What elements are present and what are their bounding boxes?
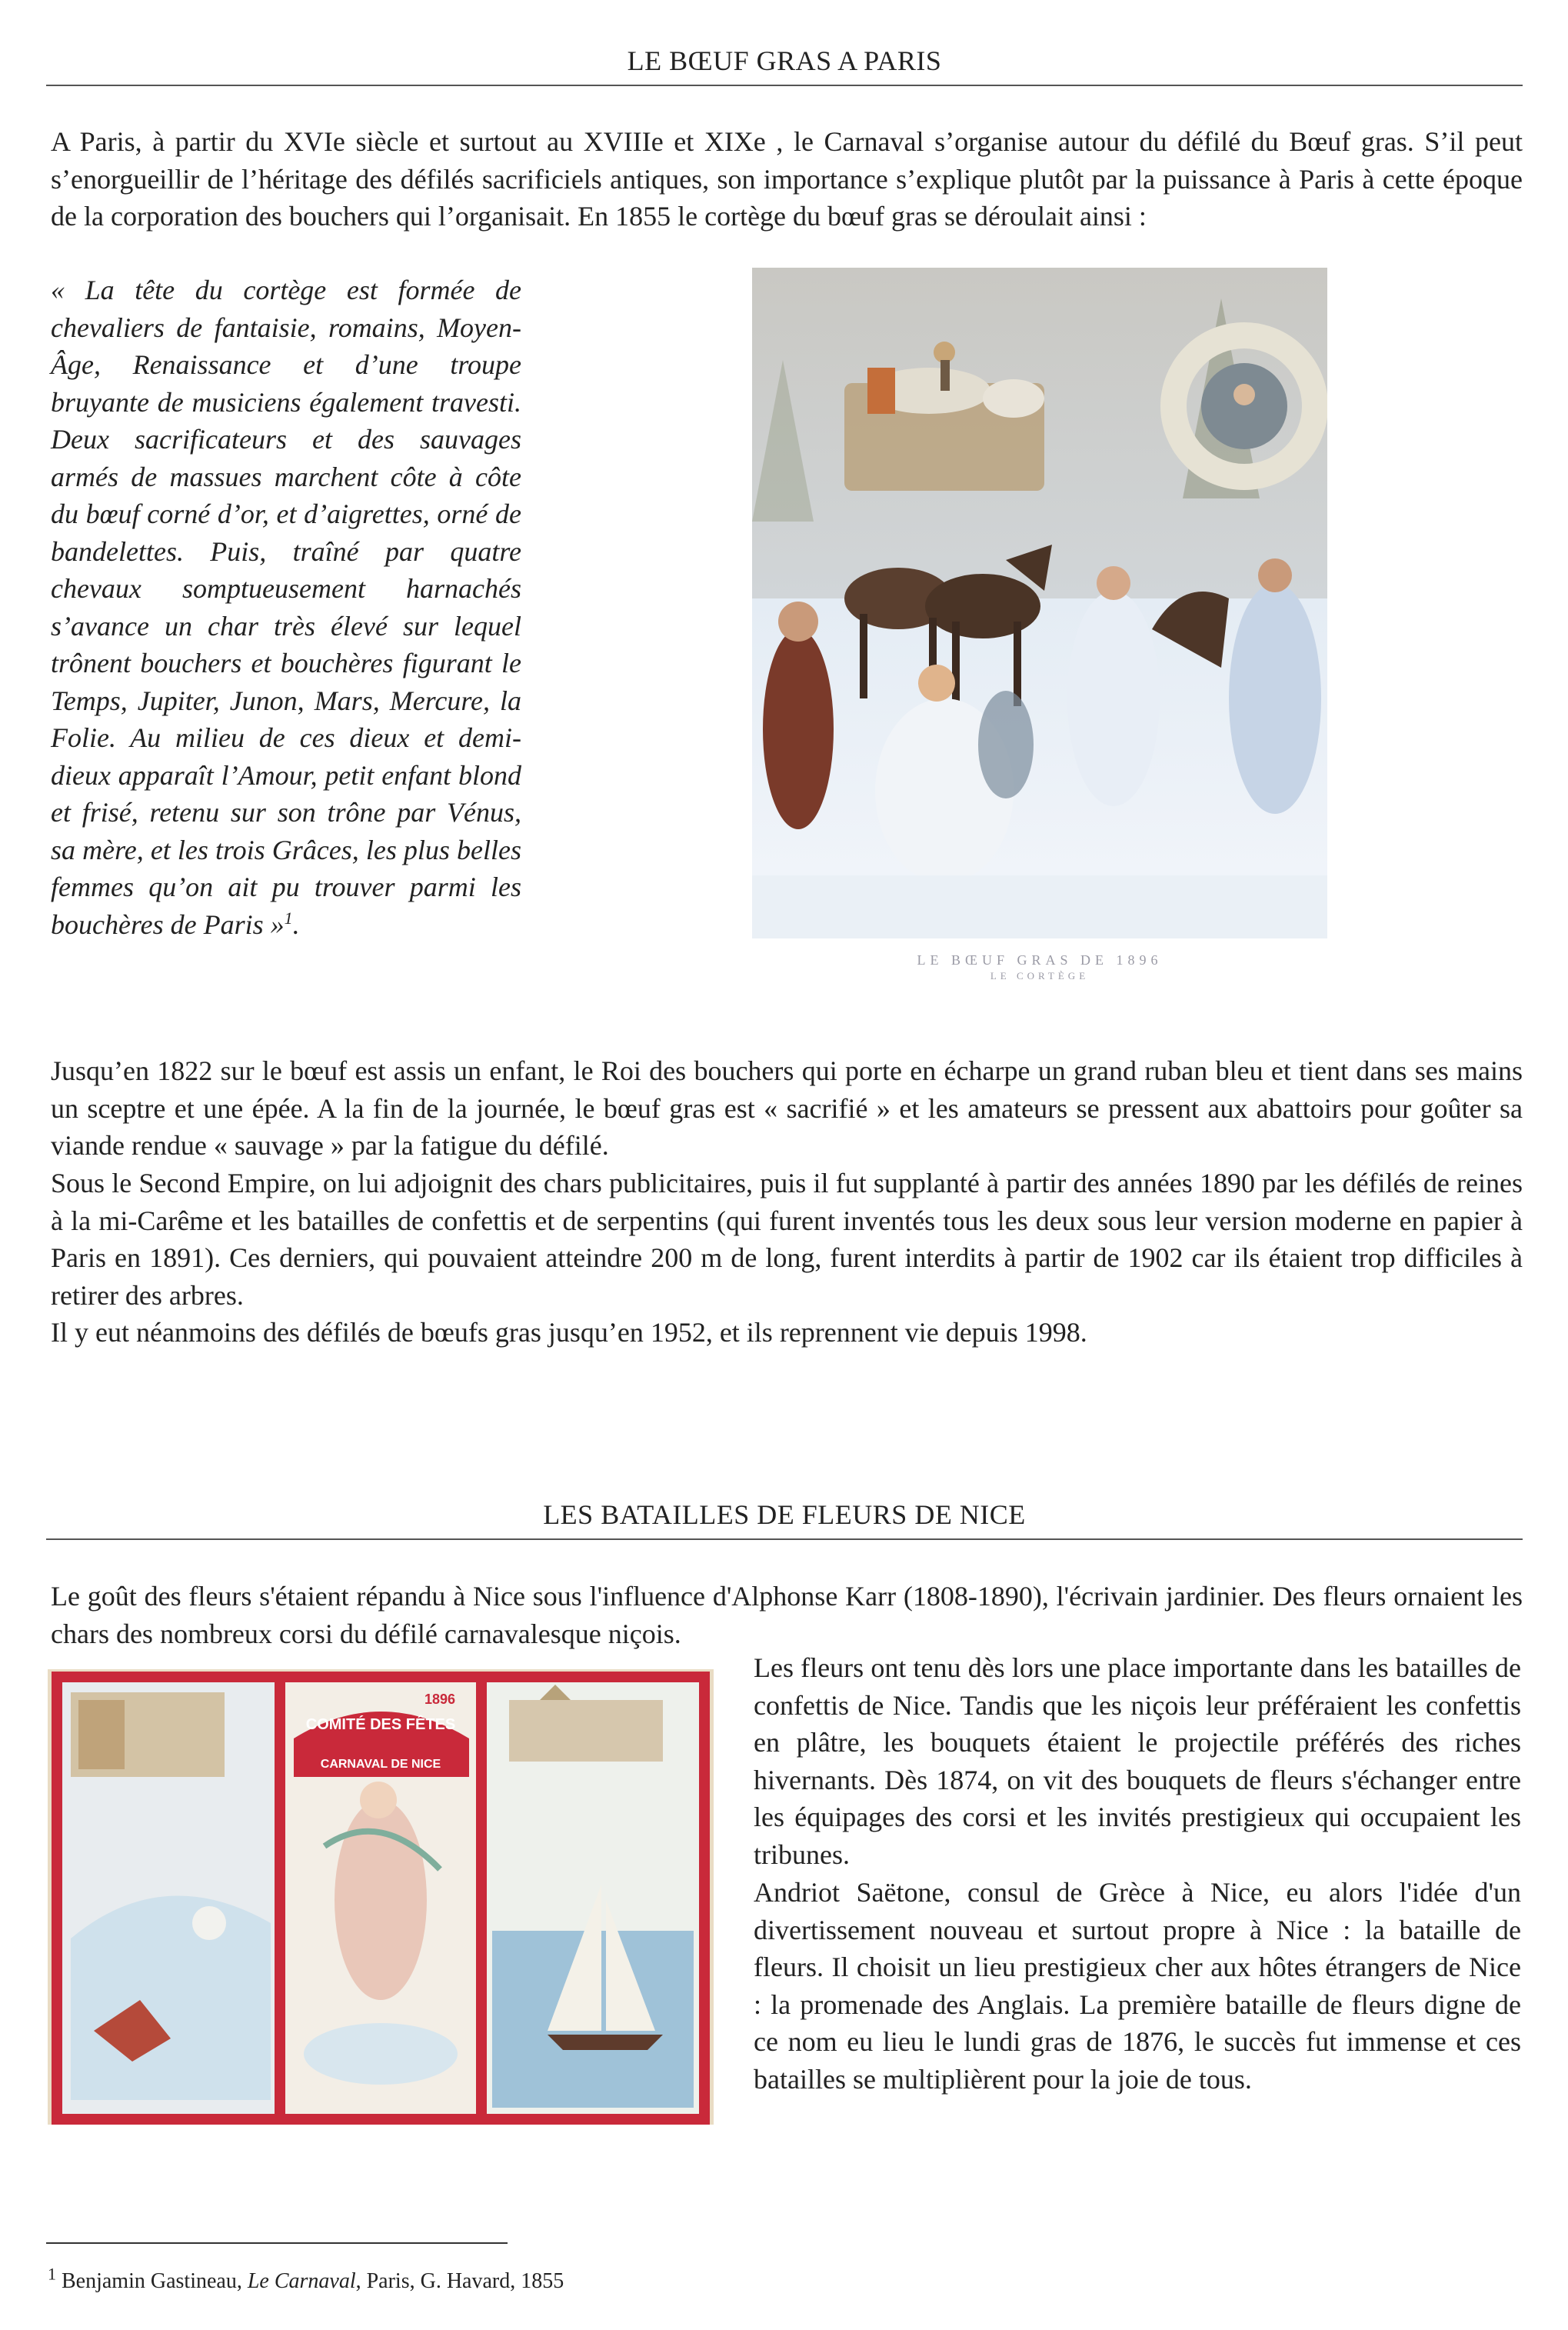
footnote-divider (46, 2242, 508, 2244)
paragraph-roi-des-bouchers: Jusqu’en 1822 sur le bœuf est assis un enfant, le Roi des bouchers qui porte en écharpe un grand ruban bleu et tient dans ses mains un sceptre et une épée. A la fin de la journée, le bœuf gras est « sacrifié » et les amateurs se pressent aux abattoirs pour goûter sa viande rendue « sauvage » par la fatigue du défilé. (51, 1055, 1523, 1161)
paragraph-fleurs-confettis: Les fleurs ont tenu dès lors une place importante dans les batailles de confettis de Nice. Tandis que les niçois leur préféraient les confettis en plâtre, les bouquets étaient le projectile préférés des riches hivernants. Dès 1874, on vit des bouquets de fleurs s'échanger entre les équipages des corsi et les invités prestigieux qui occupaient les tribunes. (754, 1652, 1521, 1870)
caption-title: LE BŒUF GRAS DE 1896 (917, 952, 1163, 968)
figure-caption (752, 952, 1327, 982)
boeuf-gras-procession-image (752, 268, 1327, 938)
poster-banner-text-2: CARNAVAL DE NICE (320, 1758, 441, 1771)
footnote-reference[interactable]: 1 (284, 908, 293, 928)
poster-year: 1896 (424, 1692, 456, 1707)
footnote-number: 1 (48, 2264, 56, 2284)
quote-text: « La tête du cortège est formée de chevaliers de fantaisie, romains, Moyen-Âge, Renaissance et d’une troupe bruyante de musiciens également travesti. Deux sacrificateurs et des sauvages armés de massues marchent côte à côte du bœuf corné d’or, et d’aigrettes, orné de bandelettes. Puis, traîné par quatre chevaux somptueusement harnachés s’avance un char très élevé sur lequel trônent bouchers et bouchères figurant le Temps, Jupiter, Junon, Mars, Mercure, la Folie. Au milieu de ces dieux et demi-dieux apparaît l’Amour, petit enfant blond et frisé, retenu sur son trône par Vénus, sa mère, et les trois Grâces, les plus belles femmes qu’on ait pu trouver parmi les bouchères de Paris » (51, 275, 521, 940)
footnote-publication: , Paris, G. Havard, 1855 (355, 2269, 564, 2293)
carnaval-nice-poster-image (48, 1669, 714, 2125)
quote-block (51, 272, 521, 943)
footnote (48, 2264, 564, 2294)
intro-paragraph-nice: Le goût des fleurs s'étaient répandu à Nice sous l'influence d'Alphonse Karr (1808-1890), l'écrivain jardinier. Des fleurs ornaient les chars des nombreux corsi du défilé carnavalesque niçois. (51, 1581, 1523, 1649)
footnote-author: Benjamin Gastineau, (62, 2269, 248, 2293)
paragraph-1952: Il y eut néanmoins des défilés de bœufs gras jusqu’en 1952, et ils reprennent vie depuis 1998. (51, 1317, 1087, 1348)
procession-illustration (752, 268, 1327, 938)
poster-banner-text: COMITÉ DES FÊTES (305, 1716, 456, 1733)
footnote-work-title: Le Carnaval (247, 2269, 356, 2293)
intro-paragraph: A Paris, à partir du XVIe siècle et surtout au XVIIIe et XIXe , le Carnaval s’organise autour du défilé du Bœuf gras. S’il peut s’enorgueillir de l’héritage des défilés sacrificiels antiques, son importance s’explique plutôt par la puissance à Paris à cette époque de la corporation des bouchers qui l’organisait. En 1855 le cortège du bœuf gras se déroulait ainsi : (51, 126, 1523, 232)
section-divider (46, 85, 1523, 86)
poster-illustration (48, 1669, 714, 2125)
section-title-boeuf-gras: LE BŒUF GRAS A PARIS (627, 45, 942, 76)
caption-subtitle: LE CORTÈGE (990, 970, 1090, 982)
paragraph-second-empire: Sous le Second Empire, on lui adjoignit des chars publicitaires, puis il fut supplanté à partir des années 1890 par les défilés de reines à la mi-Carême et les batailles de confettis et de serpentins (qui furent inventés tous les deux sous leur version moderne en papier à Paris en 1891). Ces derniers, qui pouvaient atteindre 200 m de long, furent interdits à partir de 1902 car ils étaient trop difficiles à retirer des arbres. (51, 1168, 1523, 1311)
quote-end: . (292, 908, 300, 940)
section-title-batailles-de-fleurs: LES BATAILLES DE FLEURS DE NICE (543, 1499, 1026, 1530)
paragraph-andriot-saetone: Andriot Saëtone, consul de Grèce à Nice, eu alors l'idée d'un divertissement nouveau et surtout propre à Nice : la bataille de fleurs. Il choisit un lieu prestigieux cher aux hôtes étrangers de Nice : la promenade des Anglais. La première bataille de fleurs digne de ce nom eu lieu le lundi gras de 1876, le succès fut immense et ces batailles se multiplièrent pour la joie de tous. (754, 1877, 1521, 2095)
section-divider (46, 1538, 1523, 1540)
